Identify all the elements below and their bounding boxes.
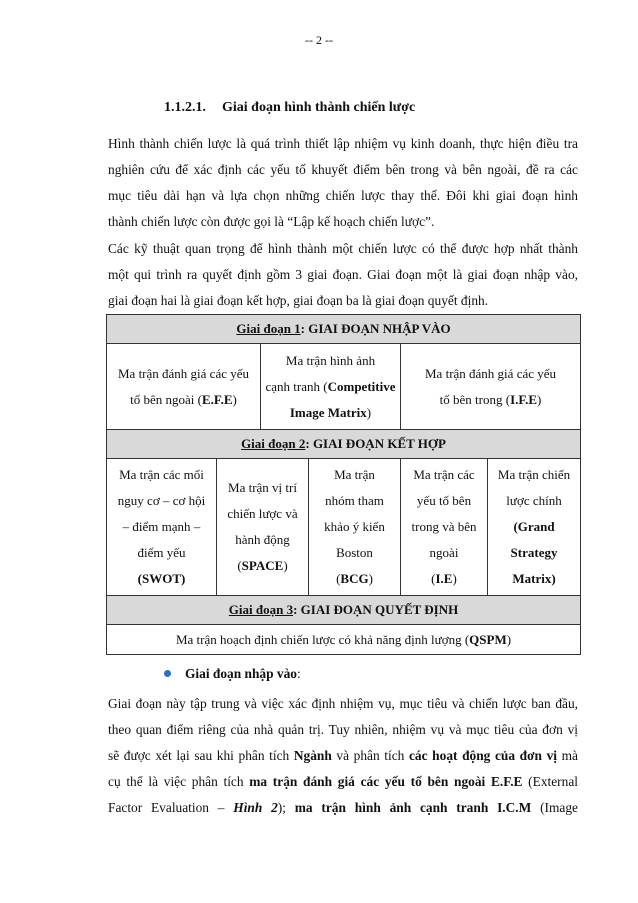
paragraph-line: Hình thành chiến lược là quá trình thiết lập nhiệm vụ kinh doanh, thực hiện điều tra [108, 136, 578, 151]
cpm-line: Ma trận hình ảnh [285, 352, 376, 368]
swot-line: điểm yếu [137, 545, 186, 560]
paragraph-line: thành chiến lược còn được gọi là “Lập kế hoạch chiến lược”. [108, 214, 435, 229]
stage-2-row [107, 459, 581, 596]
efe-line: tố bên ngoài (E.F.E) [130, 391, 237, 407]
ie-line: yếu tố bên [416, 493, 472, 508]
swot-line: nguy cơ – cơ hội [117, 493, 206, 508]
page-number: -- 2 -- [305, 33, 333, 47]
stage-2-label: Giai đoạn 2 [241, 436, 306, 451]
grand-code: Strategy [510, 545, 558, 560]
bcg-line: Ma trận [334, 467, 375, 482]
stage-3-header [107, 596, 581, 625]
stage-1-title: : GIAI ĐOẠN NHẬP VÀO [300, 321, 451, 336]
paragraph-line: một qui trình ra quyết định gồm 3 giai đoạn. Giai đoạn một là giai đoạn nhập vào, [108, 267, 578, 282]
stage-1-label: Giai đoạn 1 [236, 321, 301, 336]
ife-matrix-cell [401, 344, 581, 430]
space-line: hành động [235, 532, 290, 547]
section-number: 1.1.2.1. [164, 100, 206, 115]
bcg-matrix-cell [309, 459, 401, 596]
stage-2-title: : GIAI ĐOẠN KẾT HỢP [305, 436, 446, 451]
space-code: (SPACE) [237, 558, 288, 573]
grand-code: (Grand [513, 519, 555, 534]
stage-3-title: : GIAI ĐOẠN QUYẾT ĐỊNH [293, 602, 459, 617]
grand-line: Ma trận chiến [497, 467, 571, 482]
stage-2-header [107, 430, 581, 459]
strategy-matrix-table [106, 314, 581, 655]
paragraph-line: Giai đoạn này tập trung và việc xác định nhiệm vụ, mục tiêu và chiến lược ban đầu, [108, 696, 578, 711]
cpm-line: cạnh tranh (Competitive [265, 378, 396, 394]
paragraph-line: theo quan điểm riêng của nhà quản trị. Tuy nhiên, nhiệm vụ và mục tiêu của đơn vị [108, 722, 578, 737]
stage-1-header [107, 315, 581, 344]
grand-code: Matrix) [512, 571, 556, 586]
swot-line: – điểm mạnh – [122, 519, 201, 534]
ie-line: Ma trận các [413, 467, 475, 482]
paragraph-2 [108, 236, 578, 314]
stage-1-row [107, 344, 581, 430]
cpm-matrix-cell [261, 344, 401, 430]
section-heading [164, 100, 415, 116]
ie-matrix-cell [401, 459, 488, 596]
paragraph-line: sẽ được xét lại sau khi phân tích Ngành và phân tích các hoạt động của đơn vị mà [108, 748, 578, 763]
bullet-dot-icon [164, 670, 171, 677]
bullet-item [164, 666, 301, 682]
ie-line: ngoài [429, 545, 459, 560]
paragraph-3 [108, 691, 578, 821]
paragraph-line: mục tiêu dài hạn và lựa chọn những chiến lược thay thế. Đôi khi giai đoạn hình [108, 188, 578, 203]
bcg-line: khảo ý kiến [324, 519, 385, 534]
space-line: chiến lược và [227, 506, 298, 521]
cpm-line: Image Matrix) [289, 404, 372, 420]
bullet-label: Giai đoạn nhập vào [185, 666, 298, 681]
bcg-line: nhóm tham [325, 493, 384, 508]
paragraph-line: cụ thể là việc phân tích ma trận đánh giá các yếu tố bên ngoài E.F.E (External [108, 774, 578, 789]
stage-3-label: Giai đoạn 3 [228, 602, 294, 617]
section-title: Giai đoạn hình thành chiến lược [222, 100, 416, 115]
space-matrix-cell [217, 459, 309, 596]
ie-code: (I.E) [431, 571, 457, 586]
paragraph-line: giai đoạn hai là giai đoạn kết hợp, giai đoạn ba là giai đoạn quyết định. [108, 293, 489, 308]
ife-line: tố bên trong (I.F.E) [439, 391, 542, 407]
qspm-matrix-cell: Ma trận hoạch định chiến lược có khả năng định lượng (QSPM) [107, 625, 581, 655]
bullet-colon: : [297, 666, 301, 681]
ife-line: Ma trận đánh giá các yếu [425, 365, 557, 381]
paragraph-line: Factor Evaluation – Hình 2); ma trận hình ảnh cạnh tranh I.C.M (Image [108, 800, 578, 815]
grand-line: lược chính [506, 493, 562, 508]
space-line: Ma trận vị trí [228, 480, 297, 495]
ie-line: trong và bên [411, 519, 477, 534]
swot-matrix-cell [107, 459, 217, 596]
efe-matrix-cell [107, 344, 261, 430]
paragraph-line: nghiên cứu để xác định các yếu tố khuyết điểm bên trong và bên ngoài, đề ra các [108, 162, 578, 177]
paragraph-line: Các kỹ thuật quan trọng để hình thành một chiến lược có thể được hợp nhất thành [108, 241, 578, 256]
bcg-code: (BCG) [336, 571, 373, 586]
paragraph-1 [108, 131, 578, 235]
swot-code: (SWOT) [137, 571, 186, 586]
stage-3-row [107, 625, 581, 655]
efe-line: Ma trận đánh giá các yếu [117, 365, 250, 381]
bcg-line: Boston [336, 545, 373, 560]
grand-strategy-matrix-cell [488, 459, 581, 596]
swot-line: Ma trận các mối [119, 467, 204, 482]
